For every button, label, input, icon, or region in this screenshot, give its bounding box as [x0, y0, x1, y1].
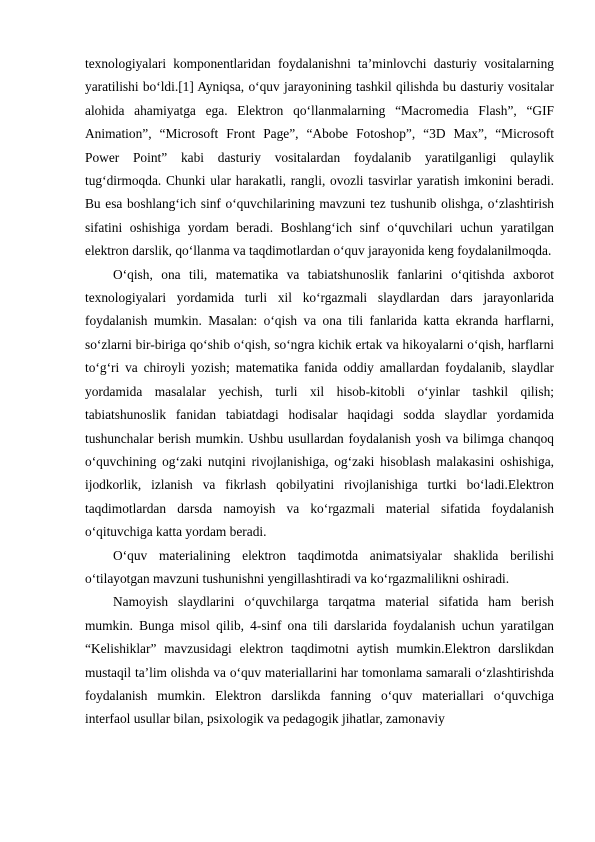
paragraph-2: O‘qish, ona tili, matematika va tabiatshunoslik fanlarini o‘qitishda axborot texnologiyalari yordamida turli xil ko‘rgazmali slaydlardan dars jarayonlarida foydalanish mumkin. Masalan: o‘qish va ona tili fanlarida katta ekranda harflarni, so‘zlarni bir-biriga qo‘shib o‘qish, so‘ngra kichik ertak va hikoyalarni o‘qish, harflarni to‘g‘ri va chiroyli yozish; matematika fanida oddiy amallardan foydalanib, slaydlar yordamida masalalar yechish, turli xil hisob-kitobli o‘yinlar tashkil qilish; tabiatshunoslik fanidan tabiatdagi hodisalar haqidagi sodda slaydlar yordamida tushunchalar berish mumkin. Ushbu usullardan foydalanish yosh va bilimga chanqoq o‘quvchining og‘zaki nutqini rivojlanishiga, og‘zaki hisoblash malakasini oshishiga, ijodkorlik, izlanish va fikrlash qobilyatini rivojlanishiga turtki bo‘ladi.Elektron taqdimotlardan darsda namoyish va ko‘rgazmali material sifatida foydalanish o‘qituvchiga katta yordam beradi.	[85, 266, 554, 540]
paragraph-3: O‘quv materialining elektron taqdimotda animatsiyalar shaklida berilishi o‘tilayotgan mavzuni tushunishni yengillashtiradi va ko‘rgazmalilikni oshiradi.	[85, 547, 554, 586]
paragraph-4: Namoyish slaydlarini o‘quvchilarga tarqatma material sifatida ham berish mumkin. Bunga misol qilib, 4-sinf ona tili darslarida foydalanish uchun yaratilgan “Kelishiklar” mavzusidagi elektron taqdimotni aytish mumkin.Elektron darslikdan mustaqil ta’lim olishda va o‘quv materiallarini har tomonlama samarali o‘zlashtirishda foydalanish mumkin. Elektron darslikda fanning o‘quv materiallari o‘quvchiga interfaol usullar bilan, psixologik va pedagogik jihatlar, zamonaviy	[85, 594, 554, 727]
document-page	[85, 52, 554, 731]
paragraph-1: texnologiyalari komponentlaridan foydalanishni ta’minlovchi dasturiy vositalarning yaratilishi bo‘ldi.[1] Ayniqsa, o‘quv jarayonining tashkil qilishda bu dasturiy vositalar alohida ahamiyatga ega. Elektron qo‘llanmalarning “Macromedia Flash”, “GIF Animation”, “Microsoft Front Page”, “Abobe Fotoshop”, “3D Max”, “Microsoft Power Point” kabi dasturiy vositalardan foydalanib yaratilganligi qulaylik tug‘dirmoqda. Chunki ular harakatli, rangli, ovozli tasvirlar yaratish imkonini beradi. Bu esa boshlang‘ich sinf o‘quvchilarining mavzuni tez tushunib olishga, o‘zlashtirish sifatini oshishiga yordam beradi. Boshlang‘ich sinf o‘quvchilari uchun yaratilgan elektron darslik, qo‘llanma va taqdimotlardan o‘quv jarayonida keng foydalanilmoqda.	[85, 56, 554, 259]
